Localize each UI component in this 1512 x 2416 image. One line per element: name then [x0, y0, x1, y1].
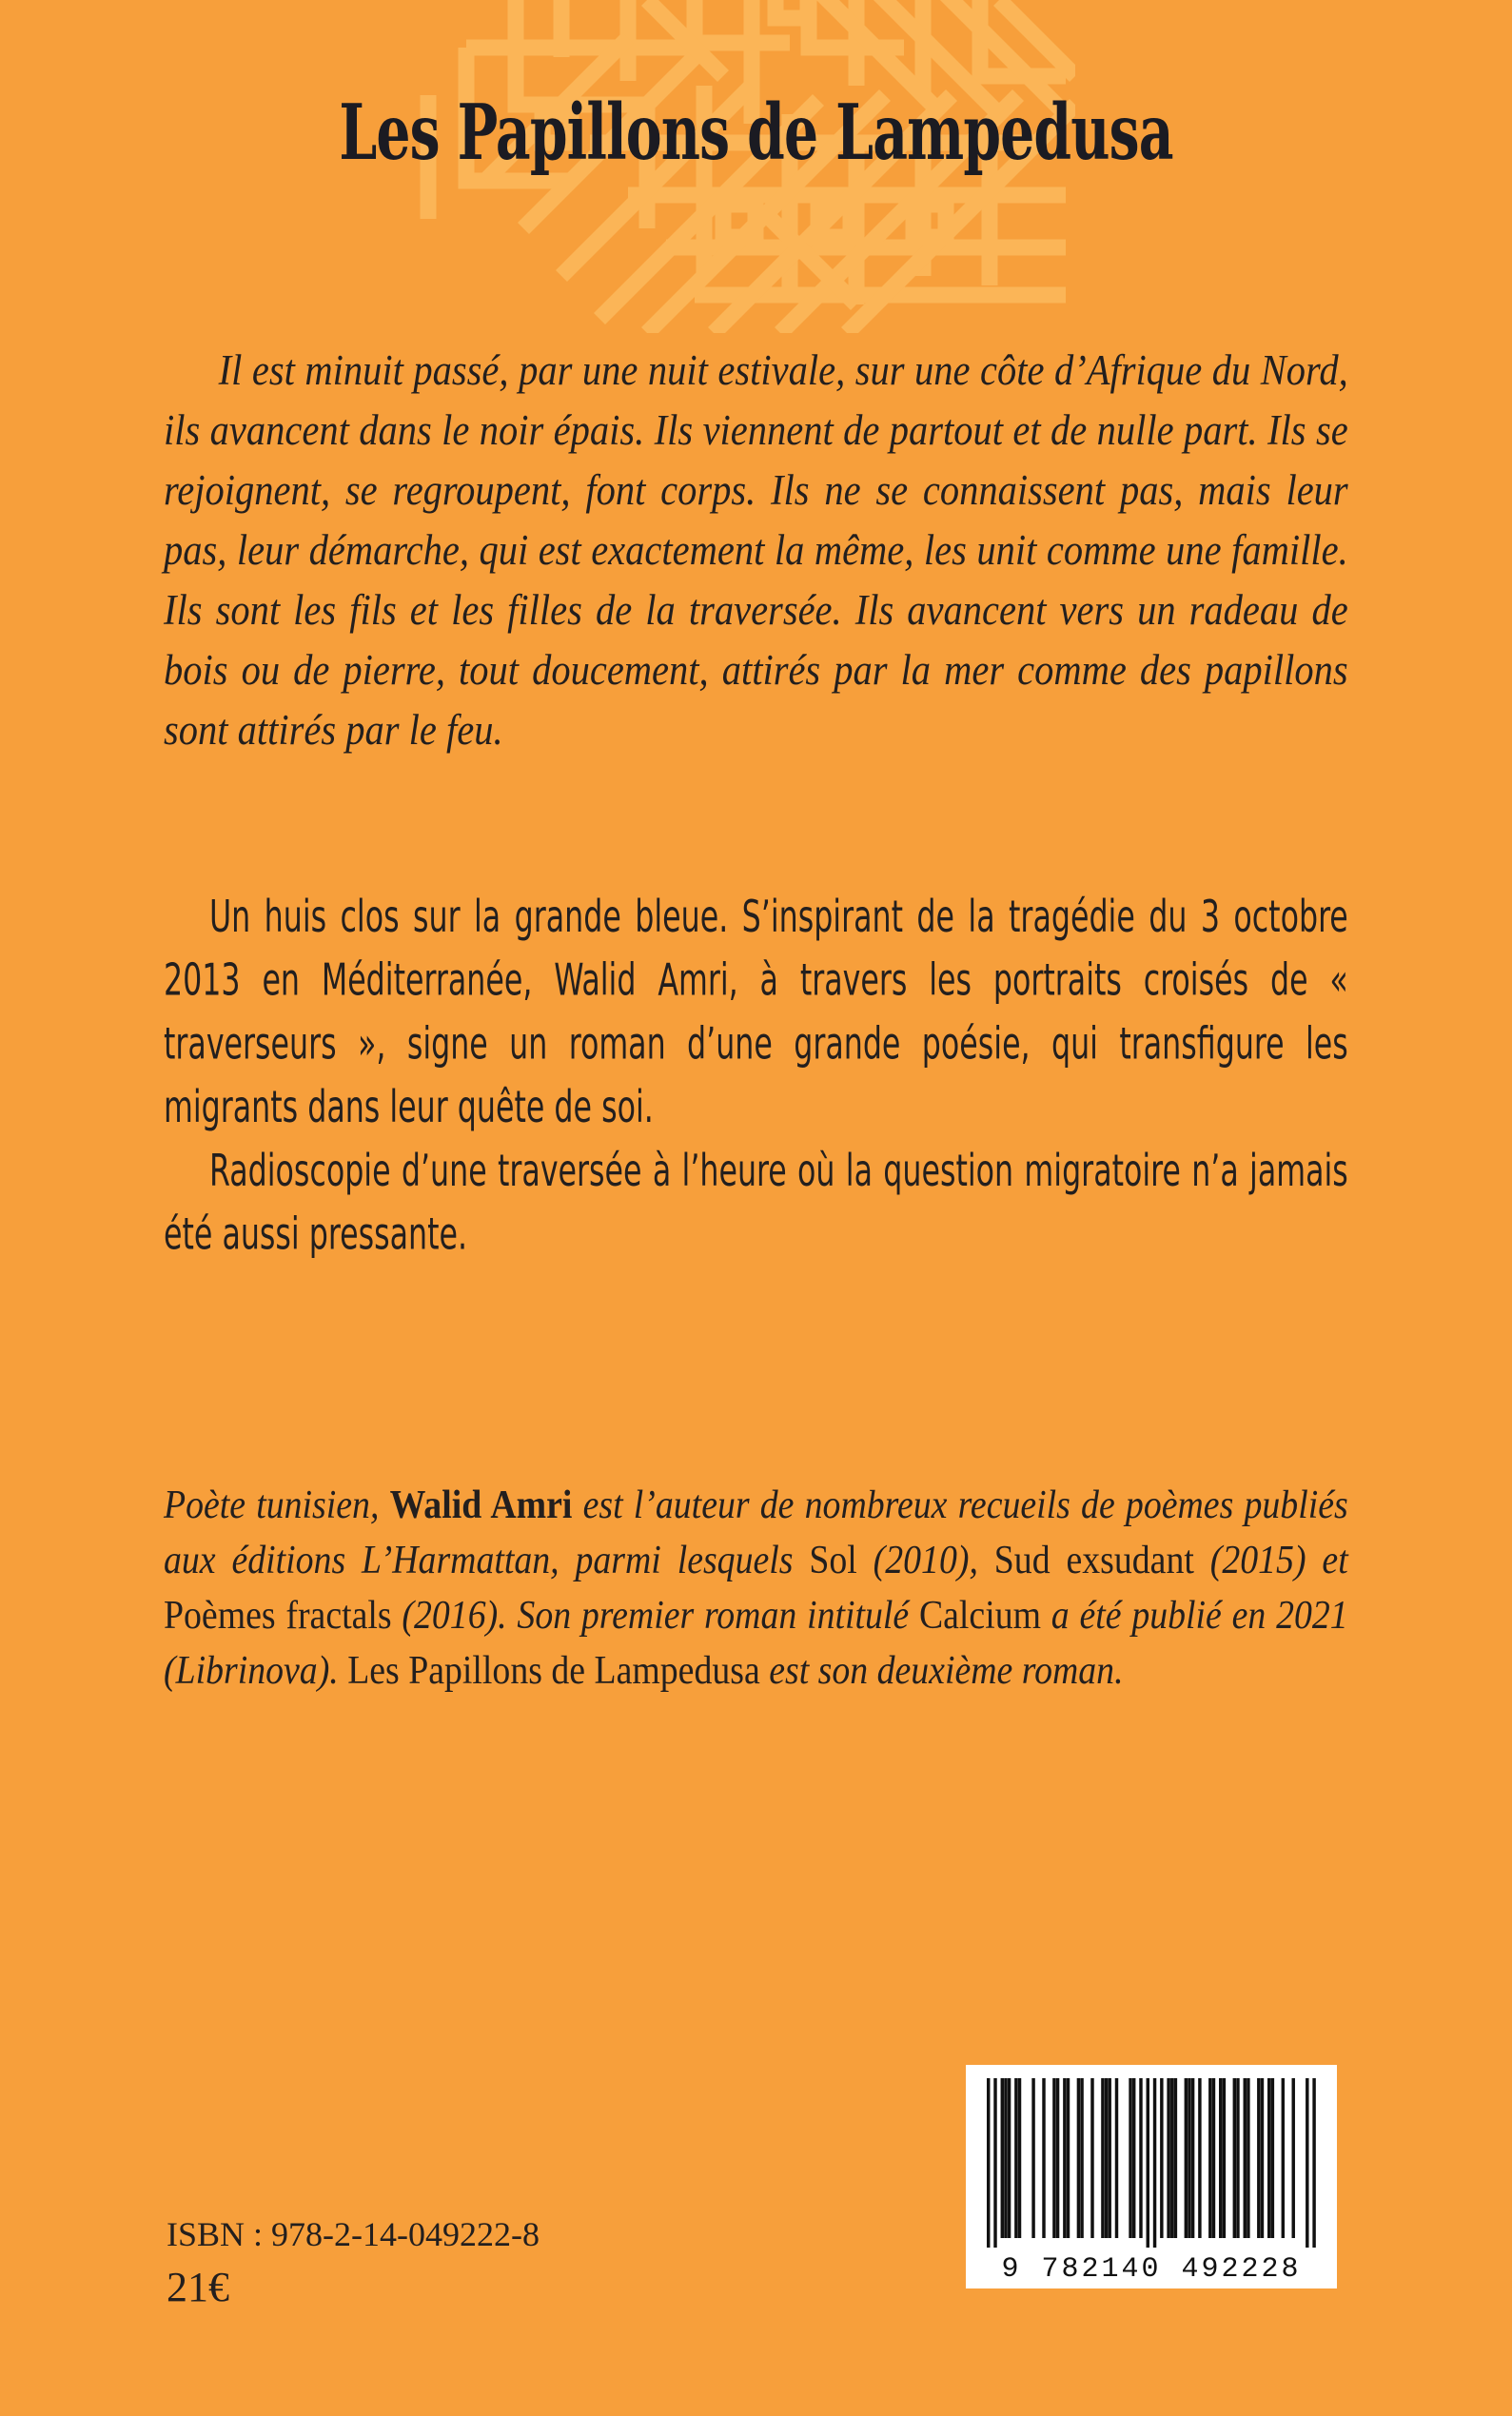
bio-after-name: est l’auteur de nombreux recueils de poèmes publiés aux éditions L’Harmattan, parmi lesquels	[164, 1483, 1348, 1582]
bio-sep-2: (2015) et	[1193, 1539, 1348, 1582]
blurb-paragraph: Il est minuit passé, par une nuit estivale, sur une côte d’Afrique du Nord, ils avancent dans le noir épais. Ils viennent de partout et de nulle part. Ils se rejoignent, se regroupent, font corps. Ils ne se connaissent pas, mais leur pas, leur démarche, qui est exactement la même, les unit comme une famille. Ils sont les fils et les filles de la traversée. Ils avancent vers un radeau de bois ou de pierre, tout doucement, attirés par la mer comme des papillons sont attirés par le feu.	[164, 346, 1348, 754]
work-title-sud-exsudant: Sud exsudant	[993, 1539, 1194, 1582]
synopsis-text	[164, 885, 1348, 1267]
synopsis-paragraph-2: Radioscopie d’une traversée à l’heure où la question migratoire n’a jamais été aussi pressante.	[164, 1145, 1348, 1261]
price-label: 21€	[167, 2264, 229, 2310]
bio-sep-3: (2016). Son premier roman intitulé	[391, 1594, 919, 1638]
bio-sep-1: (2010),	[856, 1539, 994, 1582]
bio-lead: Poète tunisien,	[164, 1483, 390, 1527]
author-bio-paragraph	[164, 1478, 1348, 1699]
blurb-text	[164, 341, 1348, 760]
bio-sep-4: a été publié en 2021 (Librinova).	[164, 1594, 1348, 1693]
work-title-les-papillons-de-lampedusa: Les Papillons de Lampedusa	[347, 1649, 760, 1693]
author-name: Walid Amri	[389, 1483, 573, 1527]
work-title-poemes-fractals: Poèmes fractals	[164, 1594, 392, 1638]
page-title: Les Papillons de Lampedusa	[339, 87, 1173, 178]
ean13-barcode	[966, 2065, 1337, 2288]
isbn-price-block	[167, 2208, 540, 2314]
work-title-calcium: Calcium	[918, 1594, 1042, 1638]
synopsis-paragraph-1: Un huis clos sur la grande bleue. S’inspirant de la tragédie du 3 octobre 2013 en Méditerranée, Walid Amri, à travers les portraits croisés de « traverseurs », signe un roman d’une grande poésie, qui transfigure les migrants dans leur quête de soi.	[164, 891, 1348, 1133]
bio-sep-5: est son deuxième roman.	[759, 1649, 1124, 1693]
author-bio	[164, 1478, 1348, 1699]
work-title-sol: Sol	[809, 1539, 857, 1582]
svg-text:9 782140 492228: 9 782140 492228	[1001, 2253, 1302, 2286]
isbn-label: ISBN : 978-2-14-049222-8	[167, 2215, 540, 2253]
